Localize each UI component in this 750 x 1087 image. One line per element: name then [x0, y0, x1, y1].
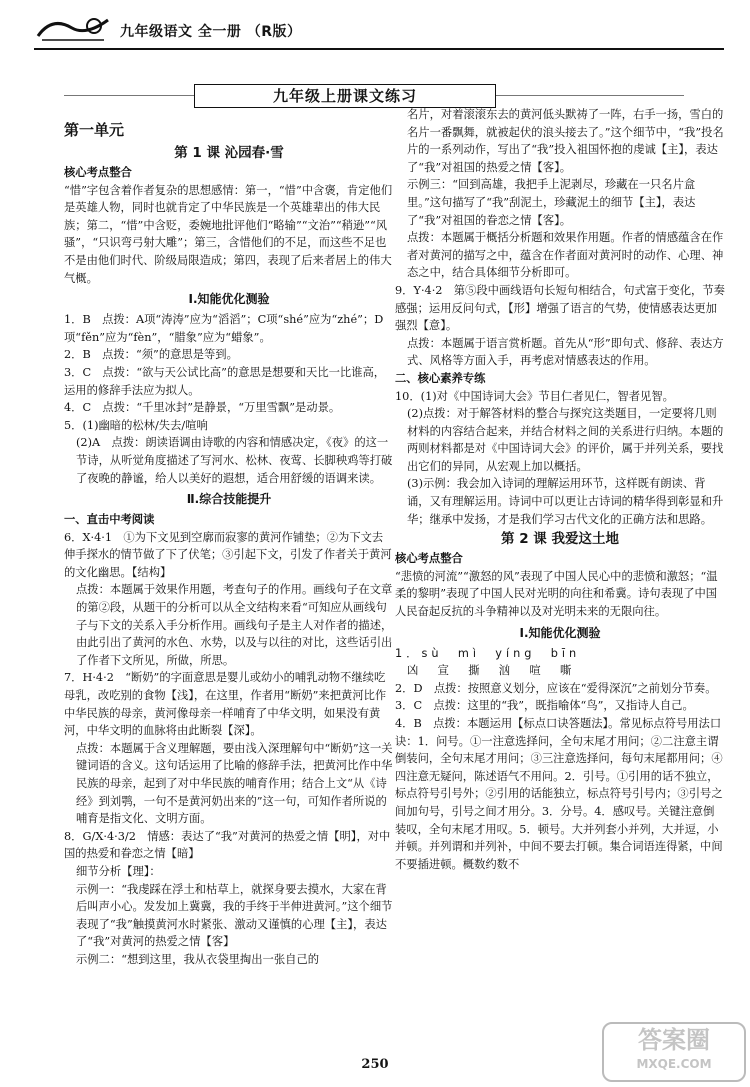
watermark-url: MXQE.COM — [636, 1057, 712, 1071]
answer-item: 2．B 点拨：“须”的意思是等到。 — [64, 348, 238, 362]
answer-item: 示例三：“回到高雄，我把手上泥剥尽，珍藏在一只名片盒里。”这句描写了“我”刮泥土，珍藏泥土的细节【主】，表达了“我”对祖国的眷恋之情【客】。 — [407, 178, 696, 227]
watermark-text: 答案圈 — [638, 1026, 710, 1054]
section-title: Ⅰ.知能优化测验 — [188, 292, 270, 307]
kp-heading: 核心考点整合 — [395, 552, 463, 566]
answer-item: 10．(1)对《中国诗词大会》节目仁者见仁，智者见智。 — [395, 389, 674, 403]
right-column — [395, 106, 725, 873]
publisher-logo-icon — [34, 14, 112, 44]
subsection-title: 一、直击中考阅读 — [64, 513, 155, 527]
answer-item: 细节分析【理】： — [76, 864, 161, 878]
kp-text: “惜”字包含着作者复杂的思想感情：第一，“惜”中含褒，肯定他们是英雄人物，同时也就肯定了中华民族是一个英雄辈出的伟大民族；第二，“惜”中含贬，委婉地批评他们“略输”“文治”“稍逊”“风骚”，“只识弯弓射大雕”；第三，含惜他们的不足，而这些不足也不是由他们时代、阶级局限造成；第四，表现了后来者居上的伟大气概。 — [64, 183, 393, 285]
kp-text: “悲愤的河流”“激怒的风”表现了中国人民心中的悲愤和激怒；“温柔的黎明”表现了中国人民对光明的向往和希冀。诗句表现了中国人民奋起反抗的斗争精神以及对光明未来的无限向往。 — [395, 569, 718, 619]
answer-item: 点拨：本题属于概括分析题和效果作用题。作者的情感蕴含在作者对黄河的描写之中，蕴含在作者面对黄河时的动作、心理、神态之中，结合具体细节分析即可。 — [407, 231, 724, 280]
pinyin-line: 1．sù mì yíng bīn — [395, 646, 581, 660]
answer-item: (2)A 点拨：朗读语调由诗歌的内容和情感决定，《夜》的这一节诗，从听觉角度描述了写河水、松林、夜莺、长脚秧鸡等打破了夜晚的静谧，给人以美好的遐想，适合用舒缓的语调来读。 — [76, 436, 393, 485]
header-rule — [34, 48, 724, 50]
kp-heading: 核心考点整合 — [64, 166, 132, 179]
watermark-stamp — [602, 1022, 746, 1082]
answer-item: 2．D 点拨：按照意义划分，应该在“爱得深沉”之前划分节奏。 — [395, 681, 717, 695]
answer-item: 6．X·4·1 ①为下文见到空廓而寂寥的黄河作铺垫；②为下文去伸手探水的情节做了下了伏笔；③引起下文，引发了作者关于黄河的文化幽思。【结构】 — [64, 530, 392, 579]
answer-item: 7．H·4·2 “断奶”的字面意思是婴儿或幼小的哺乳动物不继续吃母乳，改吃别的食物【浅】，在这里，作者用“断奶”来把黄河比作中华民族的母亲，黄河像母亲一样哺育了中华文明，如果没有黄河，中华文明的血脉将由此断裂【深】。 — [64, 671, 387, 738]
answer-item: 1．B 点拨：A项“涛涛”应为“滔滔”；C项“shé”应为“zhé”；D项“fěn”应为“fèn”，“腊象”应为“蜡象”。 — [64, 313, 384, 344]
section-title: Ⅱ.综合技能提升 — [186, 492, 272, 507]
lesson-title: 第 2 课 我爱这土地 — [501, 531, 619, 548]
answer-item: 点拨：本题属于效果作用题，考查句子的作用。画线句子在文章的第②段，从题干的分析可以从全文结构来看“可知应从画线句子与下文的关系入手分析作用。画线句子是主人对作者的描述，由此引出了黄河的水色、水势，以及与以往的对比，这些话引出了作者下文所见，所做，所思。 — [76, 583, 393, 667]
answer-item: 点拨：本题属于含义理解题，要由浅入深理解句中“断奶”这一关键词语的含义。这句话运用了比喻的修辞手法，把黄河比作中华民族的母亲，起到了对中华民族的哺育作用；结合上文“从《诗经》到刘鹗，一句不是黄河奶出来的”这一句，可知作者所说的哺育是指文化、文明方面。 — [76, 741, 393, 826]
page-number: 250 — [361, 1057, 389, 1072]
unit-title: 第一单元 — [64, 121, 125, 139]
answer-item: 4．B 点拨：本题运用【标点口诀答题法】。常见标点符号用法口诀：1．问号。①一注意选择问，全句末尾才用问；②二注意主谓倒装问，全句末尾才用问；③三注意选择问，每句末尾都用问；④四注意无疑问，陈述语气不用问。2．引号。①引用的话不独立，标点符号引号外；②引用的话能独立，标点符号引号内；③引号之间加句号，引号之间才用分。3．分号。4．感叹号。关键注意倒装叹，全句末尾才用叹。5．顿号。大并列套小并列，大并逗，小并顿。并列谓和并列补，中间不要去打顿。集合词语连得紧，中间不要插进顿。概数约数不 — [395, 717, 723, 871]
answer-item: 3．C 点拨：这里的“我”，既指喻体“鸟”，又指诗人自己。 — [395, 699, 694, 713]
book-title: 九年级语文 全一册 （R版） — [120, 24, 302, 40]
answer-item: 3．C 点拨：“欲与天公试比高”的意思是想要和天比一比谁高，运用的修辞手法应为拟人。 — [64, 365, 386, 397]
answer-item: 示例二：“想到这里，我从衣袋里掏出一张自己的 — [76, 952, 320, 966]
answer-item: 点拨：本题属于语言赏析题。首先从“形”即句式、修辞、表达方式、风格等方面入手，再考虑对情感表达的作用。 — [407, 336, 724, 368]
hanzi-line: 凶 宣 撕 汹 喧 嘶 — [407, 664, 576, 678]
answer-item: 名片，对着滚滚东去的黄河低头默祷了一阵，右手一扬，雪白的名片一番飘舞，就被起伏的浪头接去了。”这个细节中，“我”投名片的一系列动作，写出了“我”投入祖国怀抱的虔诚【主】，表达了“我”对祖国的热爱之情【客】。 — [407, 108, 724, 174]
page-header — [34, 14, 724, 46]
answer-item: (2)点拨：对于解答材料的整合与探究这类题目，一定要将几则材料的内容结合起来，并结合材料之间的关系进行归纳。本题的两则材料都是对《中国诗词大会》的评价，属于并列关系，要找出它们的异同，从宏观上加以概括。 — [407, 407, 724, 473]
left-column — [64, 118, 394, 969]
answer-item: 5．(1)幽暗的松林/失去/喧响 — [64, 418, 208, 432]
answer-item: 示例一：“我虔踩在浮土和枯草上，就探身要去摸水，大家在背后叫声小心。发发加上冀冀，我的手终于半伸进黄河。”这个细节表现了“我”触摸黄河水时紧张、激动又谨慎的心理【主】，表达了“我”对黄河的热爱之情【客】 — [76, 882, 393, 949]
answer-item: 8．G/X·4·3/2 情感：表达了“我”对黄河的热爱之情【明】，对中国的热爱和眷恋之情【暗】 — [64, 829, 391, 861]
answer-item: 9．Y·4·2 第⑤段中画线语句长短句相结合，句式富于变化，节奏感强；运用反问句式，【形】增强了语言的气势，使情感表达更加强烈【意】。 — [395, 283, 725, 333]
answer-item: 4．C 点拨：“千里冰封”是静景，“万里雪飘”是动景。 — [64, 401, 341, 415]
section-title: Ⅰ.知能优化测验 — [519, 625, 601, 640]
lesson-title: 第 1 课 沁园春·雪 — [174, 145, 284, 161]
answer-item: (3)示例：我会加入诗词的理解运用环节，这样既有朗读、背诵，又有理解运用。诗词中可以更让古诗词的精华得到彰显和升华；继承中发扬，才是我们学习古代文化的正确方法和思路。 — [407, 477, 724, 526]
subsection-title: 二、核心素养专练 — [395, 371, 486, 385]
section-banner: 九年级上册课文练习 — [194, 84, 496, 108]
